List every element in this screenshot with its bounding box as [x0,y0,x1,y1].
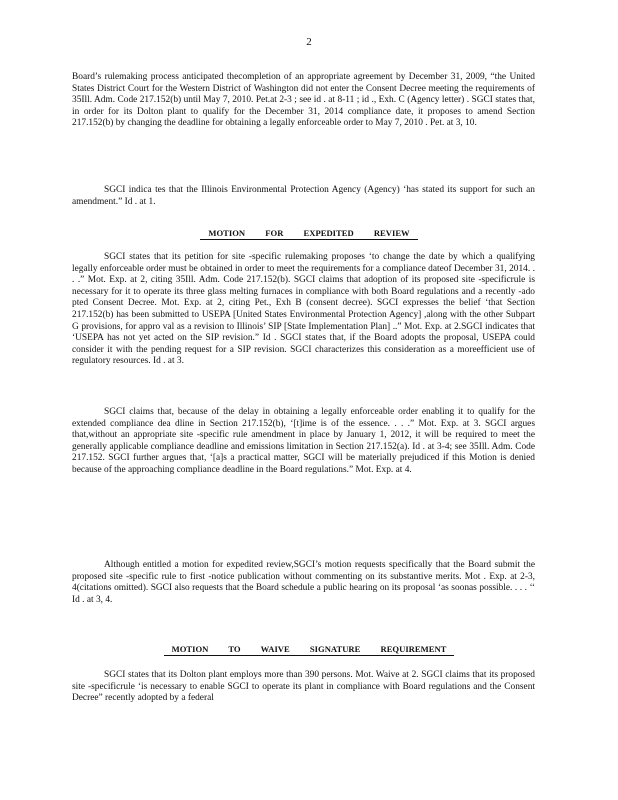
heading-expedited-review-text: MOTION FOR EXPEDITED REVIEW [200,228,417,240]
heading-waive-signature-text: MOTION TO WAIVE SIGNATURE REQUIREMENT [164,644,455,656]
paragraph-site-specific-proposal: SGCI states that its petition for site -specific rulemaking proposes ‘to change the date by which a qualifying legally enforceable order must be obtained in order to meet the requirements for a compliance dateof December 31, 2014. . . .” Mot. Exp. at 2, citing 35Ill. Adm. Code 217.152(b). SGCI claims that adoption of its proposed site -specificrule is necessary for it to operate its three glass melting furnaces in compliance with both Board regulations and a recently -ado pted Consent Decree. Mot. Exp. at 2, citing Pet., Exh B (consent decree). SGCI expresses the belief ‘that Section 217.152(b) has been submitted to USEPA [United States Environmental Protection Agency] ,along with the other Subpart G provisions, for appro val as a revision to Illinois’ SIP [State Implementation Plan] ..” Mot. Exp. at 2.SGCI indicates that ‘USEPA has not yet acted on the SIP revision.” Id . SGCI states that, if the Board adopts the proposal, USEPA could consider it with the pending request for a SIP revision. SGCI characterizes this consideration as a moreefficient use of regulatory resources. Id . at 3. [72,252,535,367]
paragraph-dolton-plant-employees: SGCI states that its Dolton plant employs more than 390 persons. Mot. Waive at 2. SGCI claims that its proposed site -specificrule ‘is necessary to enable SGCI to operate its plant in compliance with Board regulations and the Consent Decree” recently adopted by a federal [72,670,535,704]
paragraph-time-is-of-essence: SGCI claims that, because of the delay in obtaining a legally enforceable order enabling it to qualify for the extended compliance dea dline in Section 217.152(b), ‘[t]ime is of the essence. . . .” Mot. Exp. at 3. SGCI argues that,without an appropriate site -specific rule amendment in place by January 1, 2012, it will be required to meet the generally applicable compliance deadline and emissions limitation in Section 217.152(a). Id . at 3-4; see 35Ill. Adm. Code 217.152. SGCI further argues that, ‘[a]s a practical matter, SGCI will be materially prejudiced if this Motion is denied because of the approaching compliance deadline in the Board regulations.” Mot. Exp. at 4. [72,407,535,475]
paragraph-first-notice-request: Although entitled a motion for expedited review,SGCI’s motion requests specifically that the Board submit the proposed site -specific rule to first -notice publication without commenting on its substantive merits. Mot . Exp. at 2-3, 4(citations omitted). SGCI also requests that the Board schedule a public hearing on its proposal ‘as soonas possible. . . . ‘‘ Id . at 3, 4. [72,560,535,605]
page-number: 2 [306,36,312,48]
heading-waive-signature [0,644,618,656]
paragraph-petition-background: Board’s rulemaking process anticipated thecompletion of an appropriate agreement by December 31, 2009, “the United States District Court for the Western District of Washington did not enter the Consent Decree meeting the requirements of 35Ill. Adm. Code 217.152(b) until May 7, 2010. Pet.at 2-3 ; see id . at 8-11 ; id ., Exh. C (Agency letter) . SGCI states that, in order for its Dolton plant to qualify for the December 31, 2014 compliance date, it proposes to amend Section 217.152(b) by changing the deadline for obtaining a legally enforceable order to May 7, 2010 . Pet. at 3, 10. [72,72,535,129]
heading-expedited-review [0,228,618,240]
paragraph-agency-support: SGCI indica tes that the Illinois Environmental Protection Agency (Agency) ‘has stated its support for such an amendment.” Id . at 1. [72,185,535,207]
